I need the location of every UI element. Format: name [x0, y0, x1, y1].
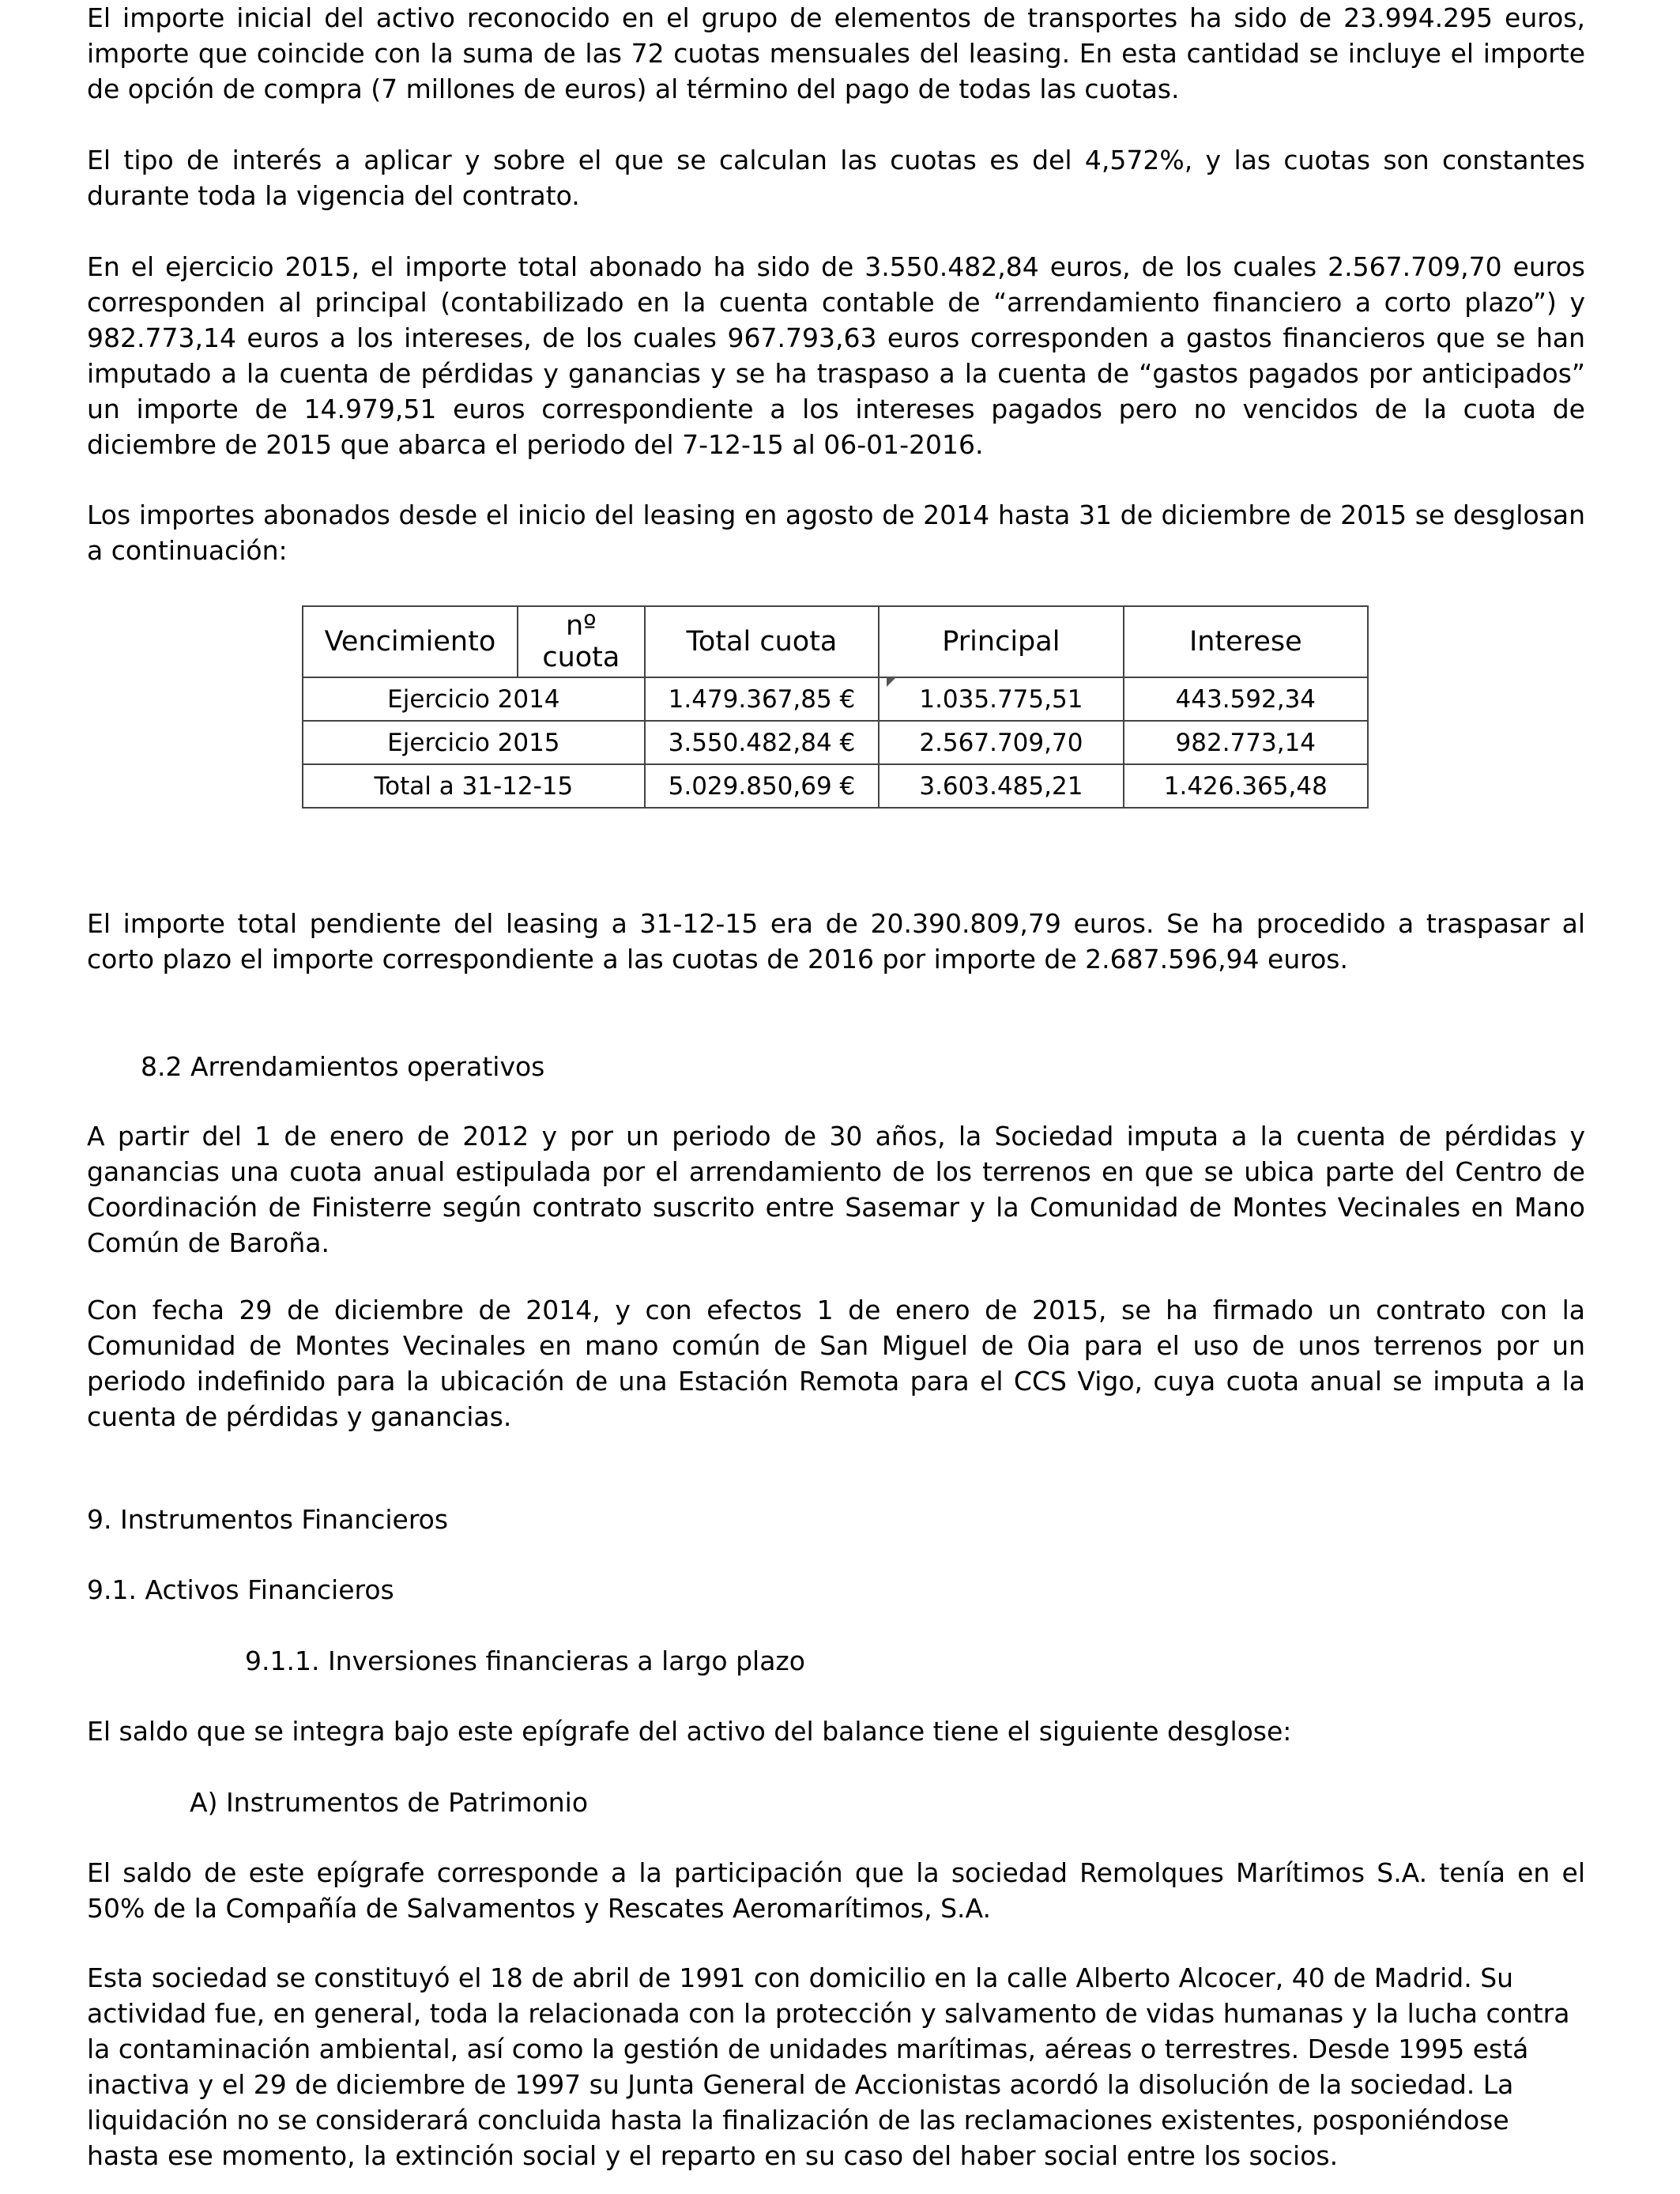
cell-total-cuota: 5.029.850,69 €	[645, 764, 879, 808]
cell-comment-marker	[887, 677, 896, 687]
cell-interes: 1.426.365,48	[1124, 764, 1368, 808]
col-header-interes: Interese	[1124, 606, 1368, 677]
cell-vencimiento: Total a 31-12-15	[303, 764, 645, 808]
cell-vencimiento: Ejercicio 2014	[303, 677, 645, 721]
paragraph-payments-intro: Los importes abonados desde el inicio del leasing en agosto de 2014 hasta 31 de diciembre de 2015 se desglosan a continuación:	[87, 499, 1585, 566]
paragraph-participation: El saldo de este epígrafe corresponde a la participación que la sociedad Remolques Marítimos S.A. tenía en el 50% de la Compañía de Salvamentos y Rescates Aeromarítimos, S.A.	[87, 1857, 1585, 1924]
table-row	[303, 677, 1368, 721]
paragraph-finisterre-lease: A partir del 1 de enero de 2012 y por un periodo de 30 años, la Sociedad imputa a la cuenta de pérdidas y ganancias una cuota anual estipulada por el arrendamiento de los terrenos en que se ubica parte del Centro de Coordinación de Finisterre según contrato suscrito entre Sasemar y la Comunidad de Montes Vecinales en Mano Común de Baroña.	[87, 1121, 1585, 1258]
heading-9-1-1: 9.1.1. Inversiones financieras a largo plazo	[245, 1646, 805, 1676]
paragraph-interest-rate: El tipo de interés a aplicar y sobre el que se calculan las cuotas es del 4,572%, y las cuotas son constantes durante toda la vigencia del contrato.	[87, 145, 1585, 211]
paragraph-company-history: Esta sociedad se constituyó el 18 de abril de 1991 con domicilio en la calle Alberto Alcocer, 40 de Madrid. Su actividad fue, en general, toda la relacionada con la protección y salvamento de vidas humanas y la lucha contra la contaminación ambiental, así como la gestión de unidades marítimas, aéreas o terrestres. Desde 1995 está inactiva y el 29 de diciembre de 1997 su Junta General de Accionistas acordó la disolución de la sociedad. La liquidación no se considerará concluida hasta la finalización de las reclamaciones existentes, posponiéndose hasta ese momento, la extinción social y el reparto en su caso del haber social entre los socios.	[87, 1962, 1570, 2171]
heading-9-1: 9.1. Activos Financieros	[87, 1574, 394, 1605]
cell-principal: 2.567.709,70	[879, 721, 1123, 764]
paragraph-leasing-initial-amount: El importe inicial del activo reconocido en el grupo de elementos de transportes ha sido de 23.994.295 euros, importe que coincide con la suma de las 72 cuotas mensuales del leasing. En esta cantidad se incluye el importe de opción de compra (7 millones de euros) al término del pago de todas las cuotas.	[87, 2, 1585, 104]
cell-vencimiento: Ejercicio 2015	[303, 721, 645, 764]
cell-total-cuota: 3.550.482,84 €	[645, 721, 879, 764]
heading-instrumentos-patrimonio: A) Instrumentos de Patrimonio	[190, 1787, 589, 1818]
table-header-row	[303, 606, 1368, 677]
paragraph-pending-amount: El importe total pendiente del leasing a 31-12-15 era de 20.390.809,79 euros. Se ha procedido a traspasar al corto plazo el importe correspondiente a las cuotas de 2016 por importe de 2.687.596,94 euros.	[87, 908, 1585, 974]
paragraph-breakdown-intro: El saldo que se integra bajo este epígrafe del activo del balance tiene el siguiente desglose:	[87, 1716, 1292, 1747]
cell-interes: 443.592,34	[1124, 677, 1368, 721]
cell-principal: 1.035.775,51	[879, 677, 1123, 721]
col-header-total-cuota: Total cuota	[645, 606, 879, 677]
table-row	[303, 764, 1368, 808]
paragraph-oia-lease: Con fecha 29 de diciembre de 2014, y con efectos 1 de enero de 2015, se ha firmado un contrato con la Comunidad de Montes Vecinales en mano común de San Miguel de Oia para el uso de unos terrenos por un periodo indefinido para la ubicación de una Estación Remota para el CCS Vigo, cuya cuota anual se imputa a la cuenta de pérdidas y ganancias.	[87, 1295, 1585, 1432]
col-header-num-cuota: nº cuota	[518, 606, 645, 677]
cell-total-cuota: 1.479.367,85 €	[645, 677, 879, 721]
col-header-principal: Principal	[879, 606, 1123, 677]
heading-9: 9. Instrumentos Financieros	[87, 1504, 449, 1535]
paragraph-2015-payments: En el ejercicio 2015, el importe total abonado ha sido de 3.550.482,84 euros, de los cuales 2.567.709,70 euros corresponden al principal (contabilizado en la cuenta contable de “arrendamiento financiero a corto plazo”) y 982.773,14 euros a los intereses, de los cuales 967.793,63 euros corresponden a gastos financieros que se han imputado a la cuenta de pérdidas y ganancias y se ha traspaso a la cuenta de “gastos pagados por anticipados” un importe de 14.979,51 euros correspondiente a los intereses pagados pero no vencidos de la cuota de diciembre de 2015 que abarca el periodo del 7-12-15 al 06-01-2016.	[87, 251, 1585, 460]
table-row	[303, 721, 1368, 764]
col-header-vencimiento: Vencimiento	[303, 606, 518, 677]
leasing-payments-table	[302, 605, 1369, 809]
cell-interes: 982.773,14	[1124, 721, 1368, 764]
heading-8-2: 8.2 Arrendamientos operativos	[141, 1051, 545, 1082]
cell-principal: 3.603.485,21	[879, 764, 1123, 808]
